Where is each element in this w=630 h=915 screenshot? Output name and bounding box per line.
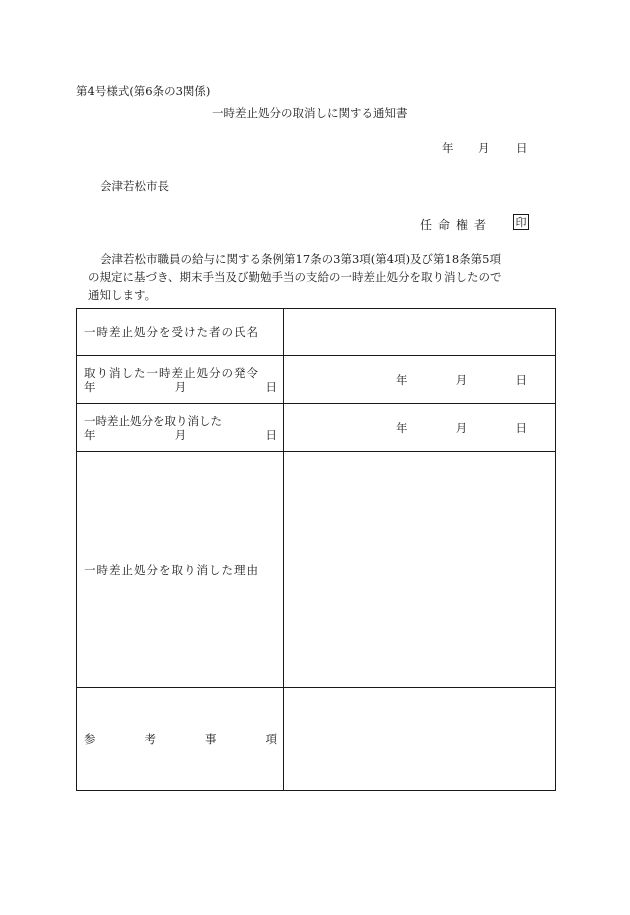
body-line-3: 通知します。: [88, 288, 157, 302]
row-cancel-date: [77, 404, 556, 452]
issue-date: [442, 143, 528, 155]
label-person-name: 一時差止処分を受けた者の氏名: [77, 309, 284, 356]
addressee: 会津若松市長: [100, 179, 169, 193]
row-reason: [77, 452, 556, 688]
value-reason[interactable]: [284, 452, 556, 688]
body-line-2: の規定に基づき、期末手当及び勤勉手当の支給の一時差止処分を取り消したので: [88, 270, 502, 284]
form-number: 第4号様式(第6条の3関係): [76, 84, 211, 98]
document-title: 一時差止処分の取消しに関する通知書: [212, 106, 408, 120]
body-line-1: 会津若松市職員の給与に関する条例第17条の3第3項(第4項)及び第18条第5項: [100, 252, 502, 266]
label-cancel-date: 一時差止処分を取り消した 年 月 日: [77, 404, 284, 452]
seal-mark: 印: [513, 214, 529, 230]
label-reason: 一時差止処分を取り消した理由: [77, 452, 284, 688]
appointer-label: 任命権者: [420, 218, 493, 232]
row-notes: [77, 688, 556, 791]
notice-body: [76, 250, 558, 304]
date-day: 日: [516, 141, 528, 155]
row-order-date: [77, 356, 556, 404]
value-person-name[interactable]: [284, 309, 556, 356]
notes-label-chars: 参 考 事 項: [84, 732, 277, 746]
value-order-date[interactable]: 年 月 日: [284, 356, 556, 404]
row-person-name: [77, 309, 556, 356]
value-notes[interactable]: [284, 688, 556, 791]
label-order-date: 取り消した一時差止処分の発令 年 月 日: [77, 356, 284, 404]
date-month: 月: [478, 141, 490, 155]
value-cancel-date[interactable]: 年 月 日: [284, 404, 556, 452]
label-notes: [77, 688, 284, 791]
notice-form-table: [76, 308, 556, 791]
date-year: 年: [442, 141, 454, 155]
